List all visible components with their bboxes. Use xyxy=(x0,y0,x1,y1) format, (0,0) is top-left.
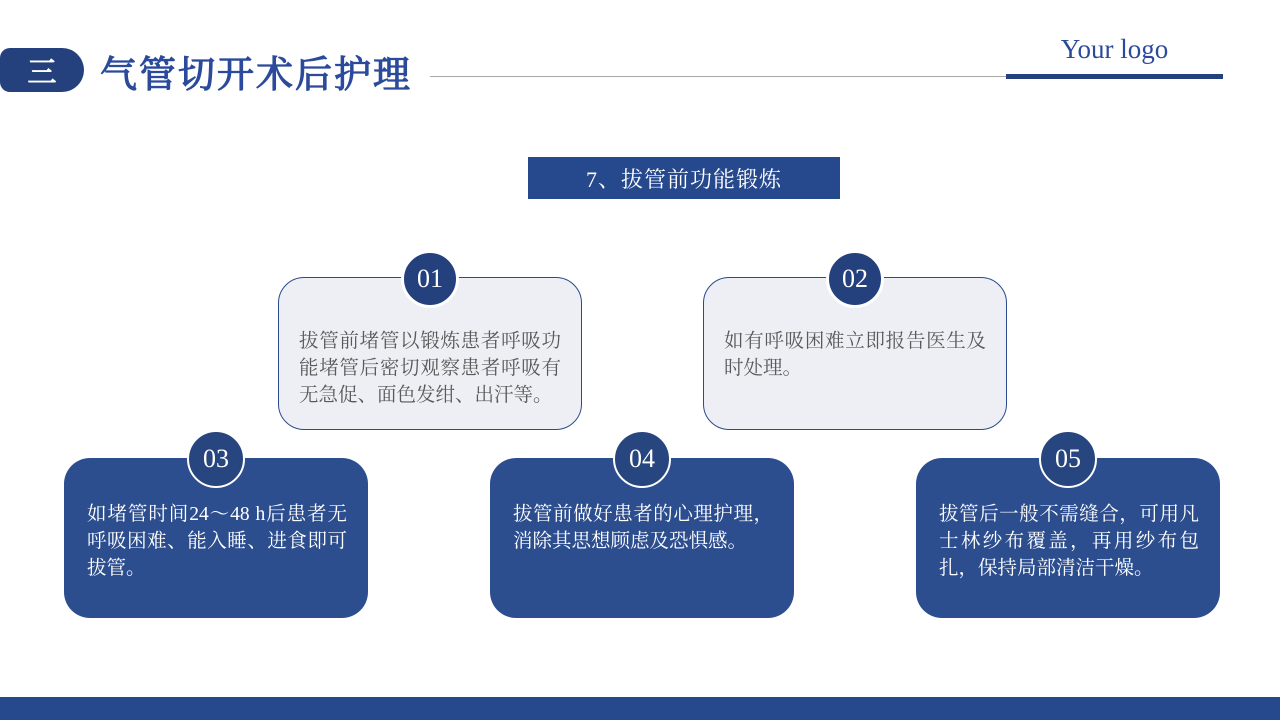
card-05-number: 05 xyxy=(1055,444,1081,473)
card-01-text: 拔管前堵管以锻炼患者呼吸功能堵管后密切观察患者呼吸有无急促、面色发绀、出汗等。 xyxy=(299,331,561,406)
card-02 xyxy=(703,264,1007,430)
card-05 xyxy=(916,444,1220,618)
card-01-number: 01 xyxy=(417,264,443,293)
footer-bar xyxy=(0,697,1280,720)
topic-banner xyxy=(528,157,840,199)
card-03-number: 03 xyxy=(203,444,229,473)
card-01 xyxy=(278,264,582,430)
card-03-text: 如堵管时间24～48 h后患者无呼吸困难、能入睡、进食即可拔管。 xyxy=(87,504,347,579)
card-04 xyxy=(490,444,794,618)
card-04-number-badge xyxy=(613,430,671,488)
card-03 xyxy=(64,444,368,618)
header-divider-line xyxy=(430,76,1007,77)
card-04-text: 拔管前做好患者的心理护理，消除其思想顾虑及恐惧感。 xyxy=(513,504,773,552)
card-05-text: 拔管后一般不需缝合，可用凡士林纱布覆盖，再用纱布包扎，保持局部清洁干燥。 xyxy=(939,504,1199,579)
card-05-number-badge xyxy=(1039,430,1097,488)
card-02-number: 02 xyxy=(842,264,868,293)
logo-underline xyxy=(1006,74,1223,79)
card-03-number-badge xyxy=(187,430,245,488)
card-01-number-badge xyxy=(401,250,459,308)
topic-banner-label: 7、拔管前功能锻炼 xyxy=(585,166,782,192)
page-title: 气管切开术后护理 xyxy=(100,55,412,96)
section-number-text: 三 xyxy=(27,56,57,89)
section-number-badge xyxy=(0,48,84,92)
card-04-number: 04 xyxy=(629,444,655,473)
card-02-number-badge xyxy=(826,250,884,308)
logo-text: Your logo xyxy=(1060,34,1169,64)
card-02-text: 如有呼吸困难立即报告医生及时处理。 xyxy=(724,331,986,379)
